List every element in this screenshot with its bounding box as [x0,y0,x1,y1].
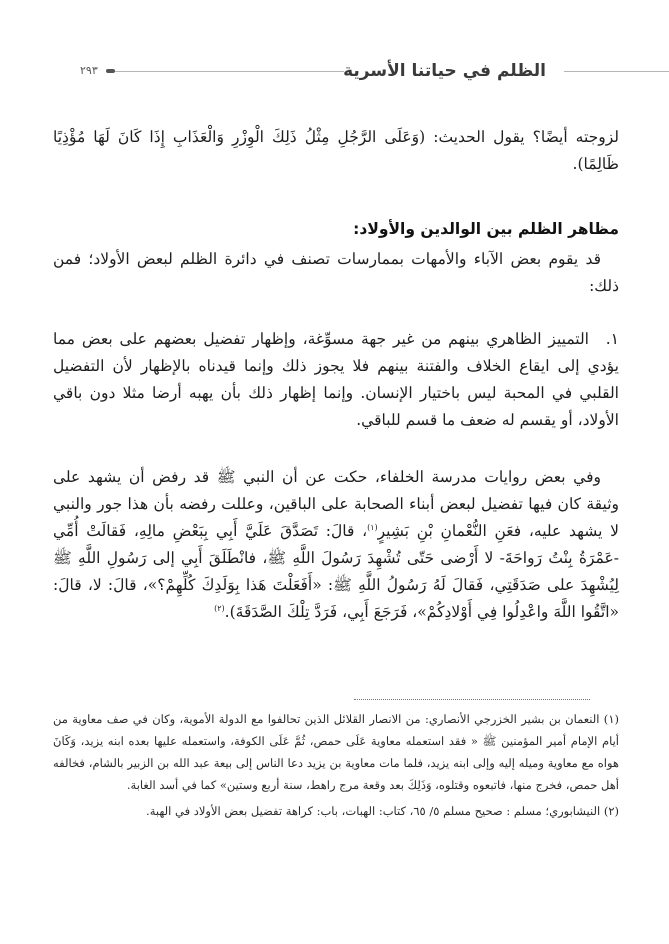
narration-text-part1: وفي بعض روايات مدرسة الخلفاء، حكت عن أن النبي ﷺ قد رفض أن يشهد على وثيقة كان فيها تفضيل لبعض أبناء الصحابة على الباقين، وعللت رفضه بأن هذا جور والنبي لا يشهد عليه، فعَنِ النُّعْمانِ بْنِ بَشِيرٍ [53,468,619,540]
page-number: ٢٩٣ [80,64,98,77]
footnote-separator [354,699,590,700]
footnotes [53,708,619,826]
narration-text-part2: ، قالَ: تَصَدَّقَ عَلَيَّ أَبِي بِبَعْضِ مالِهِ، فَقالَتْ أُمِّي -عَمْرَةُ بِنْتُ رَواحَةَ- لا أَرْضى حَتّى تُشْهِدَ رَسُولَ اللَّهِ ﷺ، فانْطَلَقَ أَبِي إلى رَسُولِ اللَّهِ ﷺ لِيُشْهِدَ على صَدَقَتِي، فَقالَ لَهُ رَسُولُ اللَّهِ ﷺ: «أَفَعَلْتَ هَذا بِوَلَدِكَ كُلِّهِمْ؟»، قالَ: لا، قالَ: «اتَّقُوا اللَّهَ واعْدِلُوا فِي أَوْلادِكُمْ»، فَرَجَعَ أَبِي، فَرَدَّ تِلْكَ الصَّدَقَةَ). [53,522,619,621]
footnote-1: (١) النعمان بن بشير الخزرجي الأنصاري: من الانصار القلائل الذين تحالفوا مع الدولة الأموية، وكان في صف معاوية من أيام الإمام أمير المؤمنين ﷺ « فقد استعمله معاوية عَلَى حمص، ثُمَّ عَلَى الكوفة، واستعمله عليها بعده ابنه يزيد، وَكَانَ هواه مع معاوية وميله إليه وإلى ابنه يزيد، فلما مات معاوية بن يزيد دعا الناس إلى بيعة عبد الله بن الزبير بالشام، فخالفه أهل حمص، فخرج منها، فاتبعوه وقتلوه، وَذَلِكَ بعد وقعة مرج راهط، سنة أربع وستين» كما في أسد الغابة. [53,712,619,792]
footnote-2: (٢) النيشابوري؛ مسلم : صحيح مسلم ٥/ ٦٥، كتاب: الهبات، باب: كراهة تفضيل بعض الأولاد في الهبة. [146,804,619,818]
section-heading: مظاهر الظلم بين الوالدين والأولاد: [353,220,619,238]
list-item [53,326,619,434]
narration-paragraph [53,464,619,626]
running-header [72,58,669,86]
list-item-number: ١. [605,330,619,348]
list-item-text: التمييز الظاهري بينهم من غير جهة مسوِّغة، وإظهار تفضيل بعضهم على بعض مما يؤدي إلى ايقاع الخلاف والفتنة بينهم فلا يجوز ذلك وإنما قيدناه بالإظهار لأن التفضيل القلبي في المحبة ليس باختيار الإنسان. وإنما إظهار ذلك بأن يهبه أرضا مثلا دون باقي الأولاد، أو يقسم له ضعف ما قسم للباقي. [53,330,619,429]
footnote-ref-2[interactable]: (٢) [214,603,225,613]
page-number-dash [106,69,115,73]
running-header-title: الظلم في حياتنا الأسرية [343,61,546,81]
footnote-ref-1[interactable]: (١) [367,522,378,532]
header-rule-left [110,71,344,72]
header-rule-right [564,71,669,72]
intro-paragraph: لزوجته أيضًا؟ يقول الحديث: (وَعَلَى الرَّجُلِ مِثْلُ ذَلِكَ الْوِزْرِ وَالْعَذَابِ إِذَا كَانَ لَهَا مُؤْذِيًا ظَالِمًا). [53,128,619,173]
section-intro-paragraph: قد يقوم بعض الآباء والأمهات بممارسات تصنف في دائرة الظلم لبعض الأولاد؛ فمن ذلك: [53,250,619,295]
